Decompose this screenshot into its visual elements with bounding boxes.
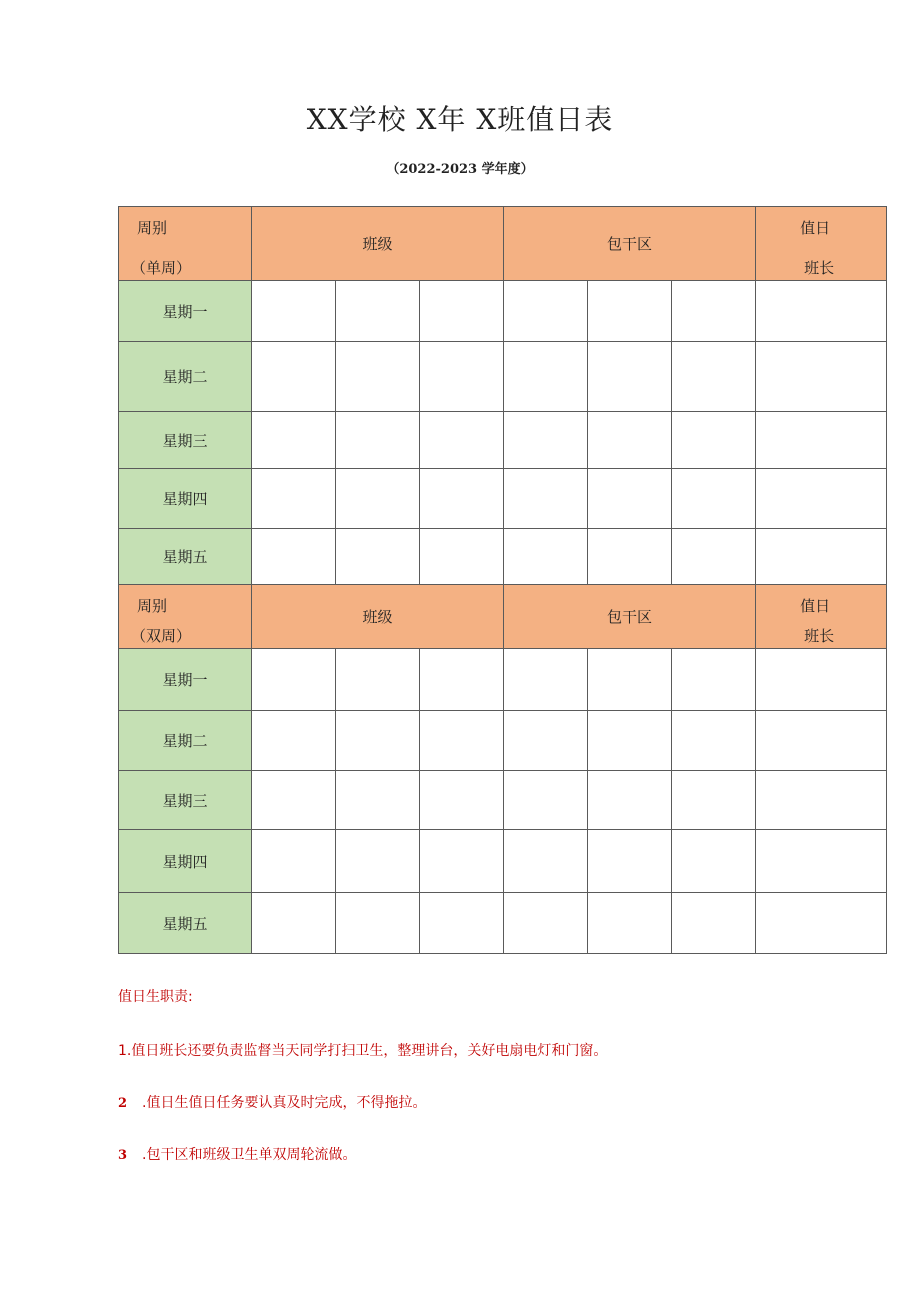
area-cell[interactable] [504,893,588,954]
table-row [119,412,887,469]
area-cell[interactable] [672,412,756,469]
area-cell[interactable] [672,771,756,830]
header-row-double-week [119,585,887,649]
area-cell[interactable] [672,342,756,412]
monitor-cell[interactable] [756,469,887,529]
class-cell[interactable] [420,529,504,585]
class-cell[interactable] [420,649,504,711]
week-type-header [119,207,252,281]
class-cell[interactable] [420,830,504,893]
class-cell[interactable] [252,281,336,342]
area-cell[interactable] [672,830,756,893]
class-cell[interactable] [252,649,336,711]
day-label: 星期三 [119,412,252,469]
area-cell[interactable] [504,649,588,711]
area-header: 包干区 [504,585,756,649]
day-label: 星期二 [119,342,252,412]
area-cell[interactable] [672,711,756,771]
area-cell[interactable] [588,893,672,954]
area-cell[interactable] [588,529,672,585]
area-cell[interactable] [588,469,672,529]
area-cell[interactable] [588,649,672,711]
area-cell[interactable] [672,893,756,954]
area-cell[interactable] [672,469,756,529]
monitor-cell[interactable] [756,529,887,585]
area-cell[interactable] [504,711,588,771]
duty-roster-table [118,206,887,954]
day-label: 星期一 [119,649,252,711]
day-label: 星期五 [119,893,252,954]
rule-item [118,1040,607,1060]
monitor-cell[interactable] [756,893,887,954]
monitor-cell[interactable] [756,412,887,469]
class-cell[interactable] [252,893,336,954]
area-cell[interactable] [588,830,672,893]
school-year-subtitle: （2022-2023 学年度） [386,162,534,177]
monitor-cell[interactable] [756,711,887,771]
duty-label: 值日 [800,219,831,237]
rule-number: 1. [118,1043,132,1059]
monitor-cell[interactable] [756,649,887,711]
class-cell[interactable] [420,412,504,469]
area-cell[interactable] [504,469,588,529]
day-label: 星期一 [119,281,252,342]
rule-number: 2 [118,1096,128,1111]
monitor-label: 班长 [804,627,835,645]
day-label: 星期五 [119,529,252,585]
class-cell[interactable] [420,342,504,412]
header-row-single-week [119,207,887,281]
area-cell[interactable] [504,342,588,412]
class-cell[interactable] [252,342,336,412]
area-cell[interactable] [672,281,756,342]
area-cell[interactable] [588,281,672,342]
page-title: XX学校 X年 X班值日表 [306,103,614,136]
week-type-header [119,585,252,649]
table-row [119,893,887,954]
table-row [119,711,887,771]
area-header: 包干区 [504,207,756,281]
class-cell[interactable] [336,830,420,893]
week-label: 周别 [137,219,168,237]
table-row [119,281,887,342]
duty-monitor-header [756,207,887,281]
rule-number: 3 [118,1148,128,1163]
area-cell[interactable] [504,529,588,585]
table-row [119,830,887,893]
monitor-cell[interactable] [756,281,887,342]
class-cell[interactable] [252,469,336,529]
rule-text: .包干区和班级卫生单双周轮流做。 [142,1147,357,1163]
rule-item [118,1092,426,1112]
monitor-cell[interactable] [756,342,887,412]
table-row [119,469,887,529]
class-cell[interactable] [420,281,504,342]
table-row [119,342,887,412]
duty-label: 值日 [800,597,831,615]
class-cell[interactable] [336,771,420,830]
class-cell[interactable] [252,771,336,830]
week-label: 周别 [137,597,168,615]
week-type-label: （单周） [131,259,192,277]
rule-text: .值日生值日任务要认真及时完成，不得拖拉。 [142,1095,427,1111]
class-cell[interactable] [336,893,420,954]
area-cell[interactable] [504,412,588,469]
class-cell[interactable] [252,529,336,585]
class-cell[interactable] [336,342,420,412]
area-cell[interactable] [504,771,588,830]
table-row [119,771,887,830]
class-cell[interactable] [336,649,420,711]
day-label: 星期四 [119,830,252,893]
class-header: 班级 [252,585,504,649]
class-cell[interactable] [252,711,336,771]
class-cell[interactable] [420,469,504,529]
class-cell[interactable] [420,771,504,830]
class-cell[interactable] [336,711,420,771]
day-label: 星期二 [119,711,252,771]
rule-item [118,1144,356,1164]
monitor-cell[interactable] [756,771,887,830]
rules-heading: 值日生职责: [118,989,193,1005]
rule-text: 值日班长还要负责监督当天同学打扫卫生，整理讲台，关好电扇电灯和门窗。 [131,1043,608,1059]
area-cell[interactable] [588,412,672,469]
area-cell[interactable] [588,342,672,412]
day-label: 星期四 [119,469,252,529]
duty-monitor-header [756,585,887,649]
area-cell[interactable] [588,771,672,830]
monitor-label: 班长 [804,259,835,277]
class-header: 班级 [252,207,504,281]
monitor-cell[interactable] [756,830,887,893]
area-cell[interactable] [504,830,588,893]
week-type-label: （双周） [131,627,192,645]
table-row [119,649,887,711]
class-cell[interactable] [252,830,336,893]
day-label: 星期三 [119,771,252,830]
class-cell[interactable] [420,893,504,954]
class-cell[interactable] [336,412,420,469]
class-cell[interactable] [336,469,420,529]
area-cell[interactable] [672,529,756,585]
class-cell[interactable] [252,412,336,469]
area-cell[interactable] [672,649,756,711]
class-cell[interactable] [420,711,504,771]
table-row [119,529,887,585]
area-cell[interactable] [504,281,588,342]
area-cell[interactable] [588,711,672,771]
class-cell[interactable] [336,281,420,342]
class-cell[interactable] [336,529,420,585]
